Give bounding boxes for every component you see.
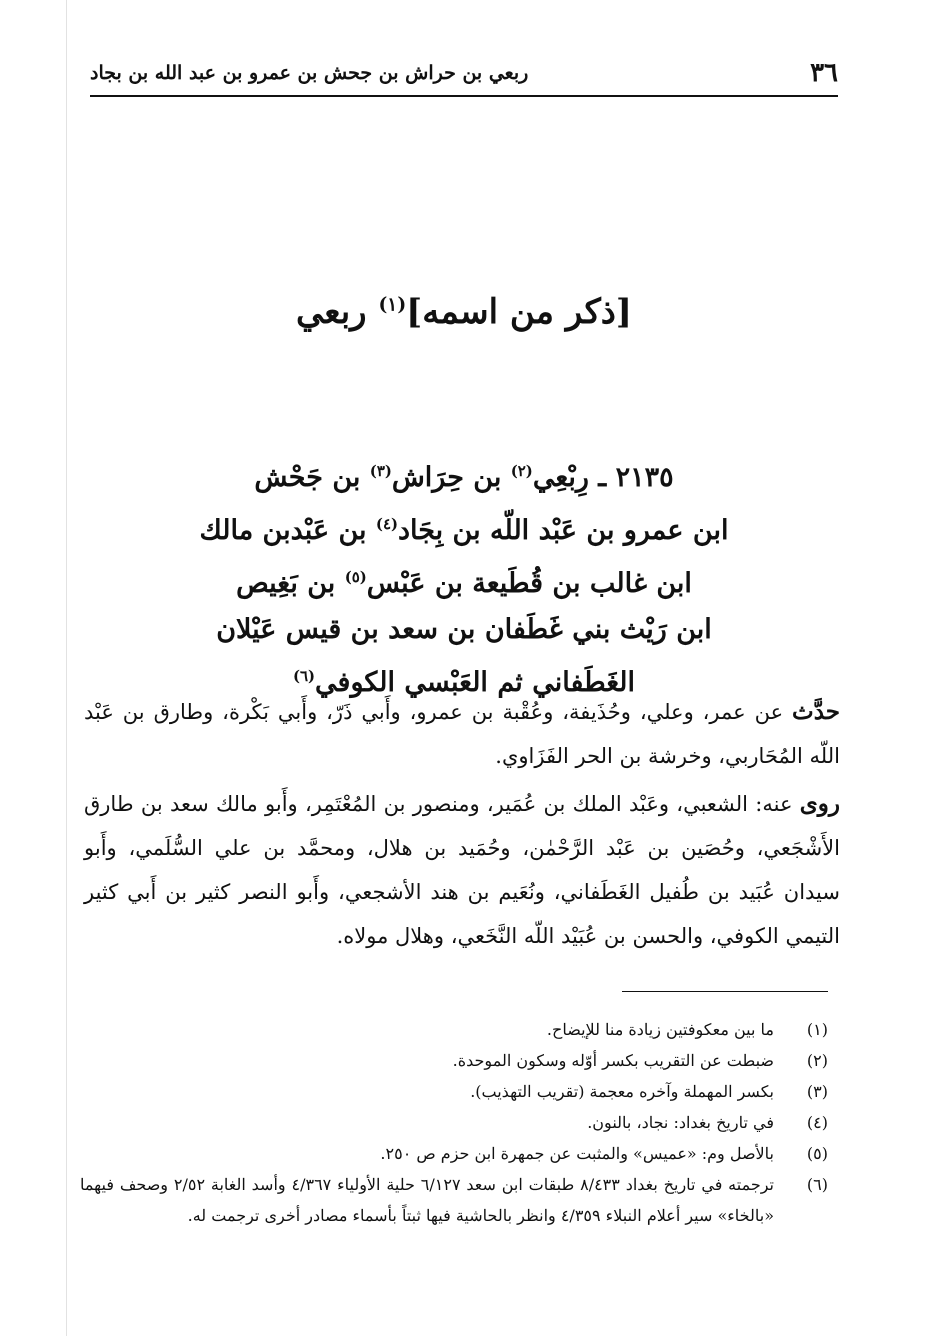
entry-text: بن جَحْش <box>254 462 370 493</box>
footnote-number: (٢) <box>806 1051 828 1070</box>
footnote-ref: (٤) <box>375 515 398 533</box>
page-header <box>90 58 838 92</box>
footnote-text: في تاريخ بغداد: نجاد، بالنون. <box>587 1113 774 1132</box>
footnote-text: ما بين معكوفتين زيادة منا للإيضاح. <box>546 1020 774 1039</box>
entry-line <box>90 448 838 501</box>
footnote-text: ضبطت عن التقريب بكسر أوّله وسكون الموحدة. <box>452 1051 774 1070</box>
page-number: ٣٦ <box>810 58 838 88</box>
footnote-text: ترجمته في تاريخ بغداد ٨/٤٣٣ طبقات ابن سعد ٦/١٢٧ حلية الأولياء ٤/٣٦٧ وأسد الغابة ٢/٥٢ وصحف فيهما «بالخاء» سير أعلام النبلاء ٤/٣٥٩ وانظر بالحاشية فيها ثبتاً بأسماء مصادر أخرى ترجمت له. <box>80 1175 775 1225</box>
entry-text: بن حِرَاش <box>391 462 511 493</box>
binding-gutter-line <box>66 0 67 1336</box>
entry-text: ابن رَيْث بني غَطَفان بن سعد بن قيس عَيْلان <box>216 614 712 645</box>
hadith-paragraph <box>84 690 840 778</box>
footnote <box>80 1169 828 1231</box>
footnote <box>80 1014 828 1045</box>
hadith-text: عن عمر، وعلي، وحُذَيفة، وعُقْبة بن عمرو، وأَبي ذَرّ، وأَبي بَكْرة، وطارق بن عَبْد اللّه المُحَاربي، وخرشة بن الحر الفَزَاوي. <box>84 700 840 768</box>
footnote-number: (٤) <box>806 1113 828 1132</box>
entry-text: بن عَبْدبن مالك <box>199 515 376 546</box>
footnote-ref: (٣) <box>369 462 392 480</box>
footnote <box>80 1138 828 1169</box>
entry-text: بن بَغِيص <box>236 568 345 599</box>
entry-text: الغَطَفاني ثم العَبْسي الكوفي <box>315 667 636 698</box>
entry-line <box>90 607 838 653</box>
footnotes <box>80 1014 828 1231</box>
entry-text: ابن غالب بن قُطَيعة بن عَبْس <box>366 568 692 599</box>
footnote-text: بكسر المهملة وآخره معجمة (تقريب التهذيب). <box>470 1082 774 1101</box>
footnote-ref: (٥) <box>344 568 367 586</box>
footnote-number: (٣) <box>806 1082 828 1101</box>
section-title-name: ربعي <box>295 292 379 332</box>
footnote <box>80 1076 828 1107</box>
narrators-lead-word: روى <box>799 790 840 817</box>
footnote <box>80 1107 828 1138</box>
section-title-text: [ذكر من اسمه] <box>406 292 633 332</box>
hadith-lead-word: حدَّث <box>792 698 840 725</box>
footnote-number: (٦) <box>806 1175 828 1194</box>
footnote-separator <box>622 991 828 992</box>
narrators-paragraph <box>84 782 840 958</box>
footnote <box>80 1045 828 1076</box>
footnote-number: (٥) <box>806 1144 828 1163</box>
entry-text: ابن عمرو بن عَبْد اللّه بن بِجَاد <box>397 515 729 546</box>
narrators-text: عنه: الشعبي، وعَبْد الملك بن عُمَير، ومنصور بن المُعْتَمِر، وأَبو مالك سعد بن طارق الأَشْجَعي، وحُصَين بن عَبْد الرَّحْمٰن، وحُمَيد بن هلال، ومحمَّد بن علي السُّلَمي، وأَبو سيدان عُبَيد بن طُفيل الغَطَفاني، ونُعَيم بن هند الأشجعي، وأَبو النصر كثير بن أَبي كثير التيمي الكوفي، والحسن بن عُبَيْد اللّه النَّخَعي، وهلال مولاه. <box>84 792 840 948</box>
footnote-ref: (٢) <box>510 462 533 480</box>
running-title: ربعي بن حراش بن جحش بن عمرو بن عبد الله بن بجاد <box>90 62 529 84</box>
entry-line <box>90 501 838 554</box>
entry-heading <box>90 448 838 706</box>
footnote-ref: (٦) <box>292 667 316 685</box>
header-rule <box>90 95 838 97</box>
footnote-ref: (١) <box>378 293 407 316</box>
footnote-number: (١) <box>806 1020 828 1039</box>
entry-line <box>90 554 838 607</box>
entry-text: ٢١٣٥ ـ رِبْعِي <box>532 462 674 493</box>
footnote-text: بالأصل وم: «عميس» والمثبت عن جمهرة ابن حزم ص ٢٥٠. <box>380 1144 774 1163</box>
section-title <box>90 292 838 332</box>
